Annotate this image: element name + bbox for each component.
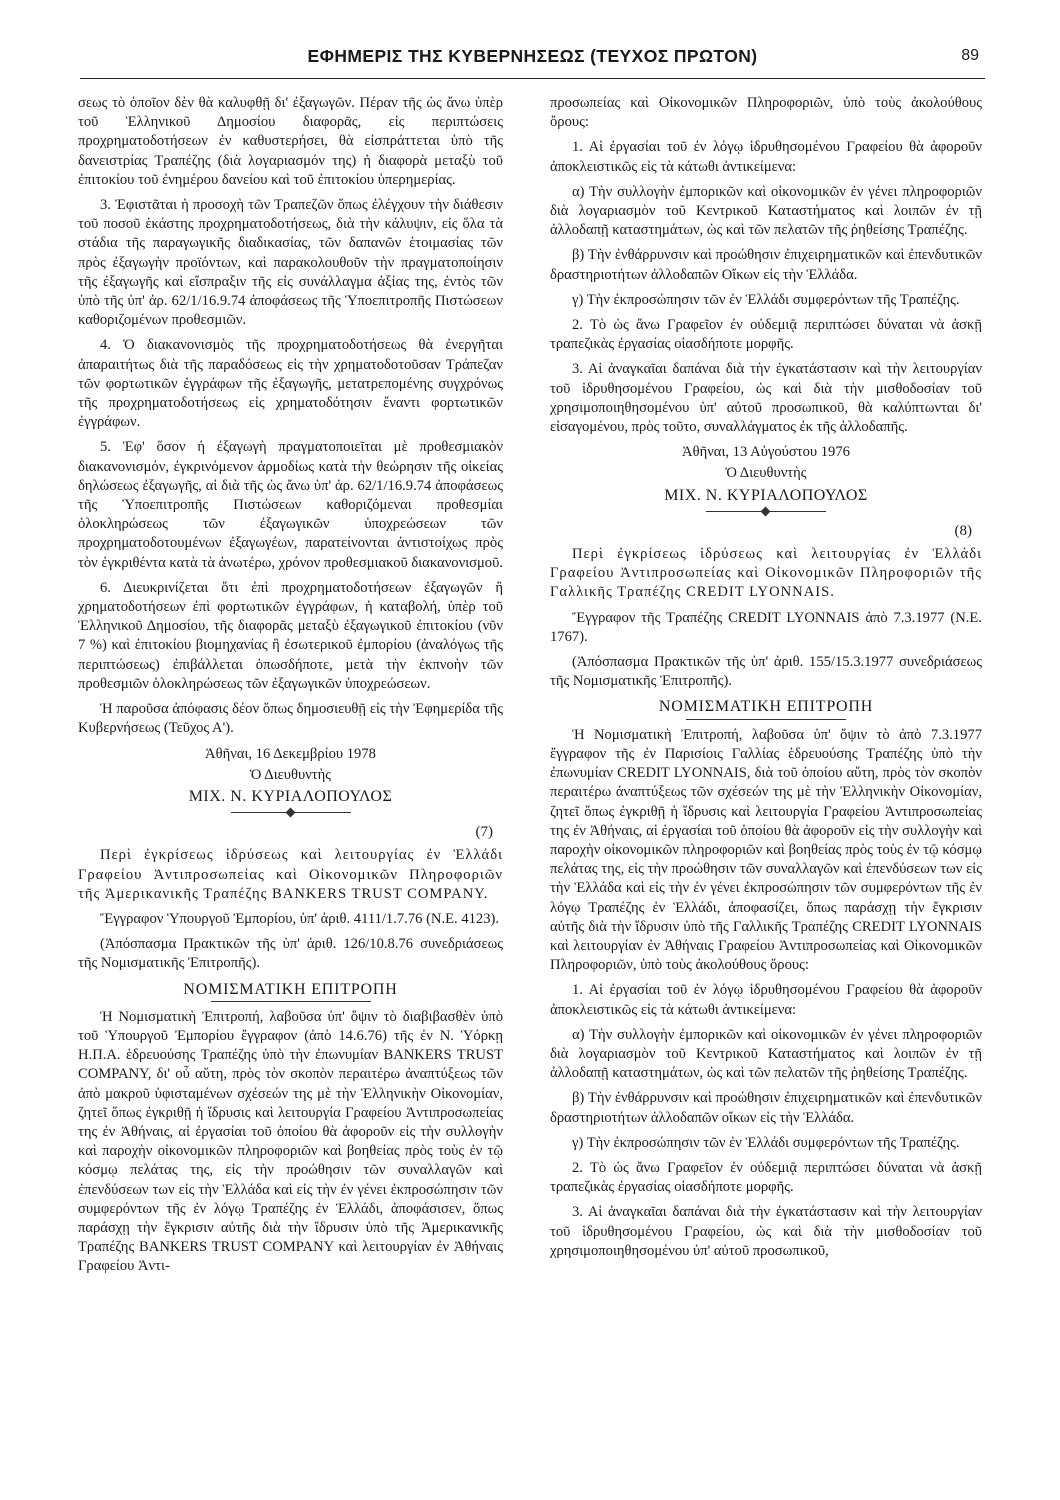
- signature-date: Ἀθῆναι, 16 Δεκεμβρίου 1978: [205, 745, 376, 762]
- decision-body: Ἡ Νομισματικὴ Ἐπιτροπή, λαβοῦσα ὑπ' ὄψιν τὸ ἀπὸ 7.3.1977 ἔγγραφον τῆς ἐν Παρισίοις Γαλλίας ἑδρευούσης Τραπέζης ὑπὸ τὴν ἐπωνυμίαν CREDIT LYONNAIS, διὰ τοῦ ὁποίου αὕτη, πρὸς τὸν σκοπὸν περαιτέρω ἀναπτύξεως τῶν σχέσεών της μὲ τὴν Ἑλληνικὴν Οἰκονομίαν, ζητεῖ ὅπως ἐγκριθῇ ἡ ἵδρυσις καὶ λειτουργία Γραφείου Ἀντιπροσωπείας της ἐν Ἀθήναις, αἱ ἐργασίαι τοῦ ὁποίου θὰ ἀφοροῦν εἰς τὴν συλλογὴν καὶ παροχὴν οἰκονομικῶν πληροφοριῶν καὶ βοηθείας πρὸς τοὺς ἐν τῷ κόσμῳ πελάτας της, εἰς τὴν προώθησιν τῶν συναλλαγῶν καὶ ἐπενδύσεων των εἰς τὴν Ἑλλάδα καὶ εἰς τὴν ἐν γένει ἐκπροσώπησιν τῶν συμφερόντων τῆς ἐν λόγῳ Τραπέζης ἐν Ἑλλάδι, ἀποφασίζει, ὅπως παράσχῃ τὴν ἔγκρισιν αὐτῆς διὰ τὴν ἵδρυσιν ὑπὸ τῆς Γαλλικῆς Τραπέζης CREDIT LYONNAIS καὶ λειτουργίαν ἐν Ἀθήναις Γραφείου Ἀντιπροσωπείας καὶ Οἰκονομικῶν Πληροφοριῶν, ὑπὸ τοὺς ἀκολούθους ὅρους:: [550, 726, 982, 974]
- paragraph: 2. Τὸ ὡς ἄνω Γραφεῖον ἐν οὐδεμιᾷ περιπτώσει δύναται νὰ ἀσκῇ τραπεζικὰς ἐργασίας οἱασδήποτε μορφῆς.: [550, 317, 982, 353]
- heading-rule: [211, 1001, 371, 1002]
- paragraph: προσωπείας καὶ Οἰκονομικῶν Πληροφοριῶν, ὑπὸ τοὺς ἀκολούθους ὅρους:: [550, 95, 982, 131]
- paragraph: 3. Αἱ ἀναγκαῖαι δαπάναι διὰ τὴν ἐγκατάστασιν καὶ τὴν λειτουργίαν τοῦ ἱδρυθησομένου Γραφείου, ὡς καὶ διὰ τὴν μισθοδοσίαν τοῦ χρησιμοποιηθησομένου ὑπ' αὐτοῦ προσωπικοῦ, θὰ καλύπτωνται δι' εἰσαγομένου, πρὸς τοῦτο, συναλλάγματος ἐκ τῆς ἀλλοδαπῆς.: [550, 361, 982, 436]
- document-reference: Ἔγγραφον Ὑπουργοῦ Ἐμπορίου, ὑπ' ἀριθ. 4111/1.7.76 (Ν.Ε. 4123).: [100, 910, 500, 927]
- decision-body: Ἡ Νομισματικὴ Ἐπιτροπή, λαβοῦσα ὑπ' ὄψιν τὸ διαβιβασθὲν ὑπὸ τοῦ Ὑπουργοῦ Ἐμπορίου ἔγγραφον (ἀπὸ 14.6.76) τῆς ἐν Ν. Ὑόρκῃ Η.Π.Α. ἑδρευούσης Τραπέζης ὑπὸ τὴν ἐπωνυμίαν BANKERS TRUST COMPANY, δι' οὗ αὕτη, πρὸς τὸν σκοπὸν περαιτέρω ἀναπτύξεως τῶν ἀπὸ μακροῦ ὑφισταμένων σχέσεών της μὲ τὴν Ἑλληνικὴν Οἰκονομίαν, ζητεῖ ὅπως ἐγκριθῇ ἡ ἵδρυσις καὶ λειτουργία Γραφείου Ἀντιπροσωπείας της ἐν Ἀθήναις, αἱ ἐργασίαι τοῦ ὁποίου θὰ ἀφοροῦν εἰς τὴν συλλογὴν καὶ παροχὴν οἰκονομικῶν πληροφοριῶν καὶ βοηθείας πρὸς τοὺς ἐν τῷ κόσμῳ πελάτας της, εἰς τὴν προώθησιν τῶν συναλλαγῶν καὶ ἐπενδύσεων των εἰς τὴν Ἑλλάδα καὶ εἰς τὴν ἐν γένει ἐκπροσώπησιν τῶν συμφερόντων τῆς ἐν λόγῳ Τραπέζης ἐν Ἑλλάδι, ἀποφάσισεν, ὅπως παράσχῃ τὴν ἔγκρισιν αὐτῆς διὰ τὴν ἵδρυσιν ὑπὸ τῆς Ἀμερικανικῆς Τραπέζης BANKERS TRUST COMPANY καὶ λειτουργίαν ἐν Ἀθήναις Γραφείου Ἀντι-: [78, 1008, 503, 1275]
- page-header: [80, 38, 985, 79]
- signature-name: ΜΙΧ. Ν. ΚΥΡΙΑΛΟΠΟΥΛΟΣ: [664, 486, 868, 504]
- signature-name: ΜΙΧ. Ν. ΚΥΡΙΑΛΟΠΟΥΛΟΣ: [188, 787, 393, 805]
- gazette-title: ΕΦΗΜΕΡΙΣ ΤΗΣ ΚΥΒΕΡΝΗΣΕΩΣ (ΤΕΥΧΟΣ ΠΡΩΤΟΝ): [307, 46, 758, 66]
- decision-number: (7): [475, 824, 493, 841]
- minutes-excerpt: (Ἀπόσπασμα Πρακτικῶν τῆς ὑπ' ἀριθ. 155/15.3.1977 συνεδριάσεως τῆς Νομισματικῆς Ἐπιτροπῆς).: [550, 654, 982, 690]
- section-separator: [231, 812, 351, 813]
- section-heading: ΝΟΜΙΣΜΑΤΙΚΗ ΕΠΙΤΡΟΠΗ: [658, 698, 874, 716]
- minutes-excerpt: (Ἀπόσπασμα Πρακτικῶν τῆς ὑπ' ἀριθ. 126/10.8.76 συνεδριάσεως τῆς Νομισματικῆς Ἐπιτροπῆς).: [78, 936, 503, 972]
- right-column: [550, 94, 982, 1267]
- list-item: β) Τὴν ἐνθάρρυνσιν καὶ προώθησιν ἐπιχειρηματικῶν καὶ ἐπενδυτικῶν δραστηριοτήτων ἀλλοδαπῶν Οἴκων εἰς τὴν Ἑλλάδα.: [550, 247, 982, 283]
- paragraph: 3. Ἐφιστᾶται ἡ προσοχὴ τῶν Τραπεζῶν ὅπως ἐλέγχουν τὴν διάθεσιν τοῦ ποσοῦ ἑκάστης προχρηματοδοτήσεως, διὰ τὴν κάλυψιν, εἰς ὅλα τὰ στάδια τῆς παραγωγικῆς διαδικασίας, τῶν δαπανῶν ἑτοιμασίας τῶν πρὸς ἐξαγωγὴν προϊόντων, καὶ παρακολουθοῦν τὴν πραγματοποίησιν τῆς ἐξαγωγῆς καὶ εἴσπραξιν τῆς εἰς συνάλλαγμα ἀξίας της, ἐντὸς τῶν ὑπὸ τῆς ὑπ' ἀρ. 62/1/16.9.74 ἀποφάσεως τῆς Ὑποεπιτροπῆς Πιστώσεων καθοριζομένων προθεσμιῶν.: [78, 197, 503, 329]
- signature-role: Ὁ Διευθυντὴς: [249, 766, 332, 783]
- decision-title: Περὶ ἐγκρίσεως ἱδρύσεως καὶ λειτουργίας ἐν Ἑλλάδι Γραφείου Ἀντιπροσωπείας καὶ Οἰκονομικῶν Πληροφοριῶν τῆς Γαλλικῆς Τραπέζης CREDIT LYONNAIS.: [550, 546, 982, 601]
- heading-rule: [686, 719, 846, 720]
- list-item: γ) Τὴν ἐκπροσώπησιν τῶν ἐν Ἑλλάδι συμφερόντων τῆς Τραπέζης.: [572, 291, 960, 308]
- section-heading: ΝΟΜΙΣΜΑΤΙΚΗ ΕΠΙΤΡΟΠΗ: [183, 980, 398, 998]
- paragraph: 6. Διευκρινίζεται ὅτι ἐπὶ προχρηματοδοτήσεων ἐξαγωγῶν ἢ χρηματοδοτήσεων ἐπὶ φορτωτικῶν ἐγγράφων, ἡ καταβολή, ὑπὲρ τοῦ Ἑλληνικοῦ Δημοσίου, τῆς διαφορᾶς μεταξὺ ἐξαγωγικοῦ ἐπιτοκίου (νῦν 7 %) καὶ ἐπιτοκίου βιομηχανίας ἢ ἐσωτερικοῦ ἐμπορίου (ἀναλόγως τῆς περιπτώσεως) ἐπιβάλλεται ὁπωσδήποτε, μετὰ τὴν ἐκπνοὴν τῶν προθεσμιῶν ὁλοκληρώσεως τῶν ἐξαγωγικῶν ὑποχρεώσεων.: [78, 579, 503, 692]
- paragraph: 3. Αἱ ἀναγκαῖαι δαπάναι διὰ τὴν ἐγκατάστασιν καὶ τὴν λειτουργίαν τοῦ ἱδρυθησομένου Γραφείου, ὡς καὶ διὰ τὴν μισθοδοσίαν τοῦ χρησιμοποιηθησομένου ὑπ' αὐτοῦ προσωπικοῦ,: [550, 1204, 982, 1259]
- list-item: β) Τὴν ἐνθάρρυνσιν καὶ προώθησιν ἐπιχειρηματικῶν καὶ ἐπενδυτικῶν δραστηριοτήτων ἀλλοδαπῶν οἴκων εἰς τὴν Ἑλλάδα.: [550, 1090, 982, 1126]
- signature-role: Ὁ Διευθυντὴς: [725, 465, 807, 482]
- paragraph: 5. Ἐφ' ὅσον ἡ ἐξαγωγὴ πραγματοποιεῖται μὲ προθεσμιακὸν διακανονισμόν, ἐγκρινόμενον ἁρμοδίως κατὰ τὴν θεώρησιν τῆς οἰκείας δηλώσεως ἐξαγωγῆς, αἱ διὰ τῆς ὡς ἄνω ὑπ' ἀρ. 62/1/16.9.74 ἀποφάσεως τῆς Ὑποεπιτροπῆς Πιστώσεων καθοριζόμεναι προθεσμίαι ὁλοκληρώσεως τῶν ἐξαγωγικῶν ὑποχρεώσεων τῶν προχρηματοδοτουμένων ἐξαγωγέων, παρατείνονται ἀντιστοίχως πρὸς τὸν ἐγκριθέντα κατὰ τὰ ἀνωτέρω, χρόνον προθεσμιακοῦ διακανονισμοῦ.: [78, 439, 503, 571]
- paragraph: Ἡ παροῦσα ἀπόφασις δέον ὅπως δημοσιευθῇ εἰς τὴν Ἐφημερίδα τῆς Κυβερνήσεως (Τεῦχος Α').: [78, 701, 503, 737]
- signature-date: Ἀθῆναι, 13 Αὐγούστου 1976: [682, 444, 850, 461]
- paragraph: 1. Αἱ ἐργασίαι τοῦ ἐν λόγῳ ἱδρυθησομένου Γραφείου θὰ ἀφοροῦν ἀποκλειστικῶς εἰς τὰ κάτωθι ἀντικείμενα:: [550, 982, 982, 1018]
- paragraph: σεως τὸ ὁποῖον δὲν θὰ καλυφθῇ δι' ἐξαγωγῶν. Πέραν τῆς ὡς ἄνω ὑπὲρ τοῦ Ἑλληνικοῦ Δημοσίου διαφορᾶς, εἰς περιπτώσεις προχρηματοδοτήσεων ἐν καθυστερήσει, θὰ εἰσπράττεται ὑπὸ τῆς δανειστρίας Τραπέζης (διὰ λογαριασμόν της) ἡ διαφορὰ μεταξὺ τοῦ ἐπιτοκίου τοῦ ἐνημέρου δανείου καὶ τοῦ ἐπιτοκίου ὑπερημερίας.: [78, 95, 503, 188]
- list-item: γ) Τὴν ἐκπροσώπησιν τῶν ἐν Ἑλλάδι συμφερόντων τῆς Τραπέζης.: [572, 1134, 960, 1151]
- paragraph: 2. Τὸ ὡς ἄνω Γραφεῖον ἐν οὐδεμιᾷ περιπτώσει δύναται νὰ ἀσκῇ τραπεζικὰς ἐργασίας οἱασδήποτε μορφῆς.: [550, 1159, 982, 1196]
- list-item: α) Τὴν συλλογὴν ἐμπορικῶν καὶ οἰκονομικῶν ἐν γένει πληροφοριῶν διὰ λογαριασμὸν τοῦ Κεντρικοῦ Καταστήματος καὶ λοιπῶν ἐν τῇ ἀλλοδαπῇ καταστημάτων, ὡς καὶ τῶν πελατῶν τῆς ῥηθείσης Τραπέζης.: [550, 183, 982, 239]
- left-column: [78, 94, 503, 1283]
- decision-number: (8): [954, 522, 972, 539]
- section-separator: [706, 511, 826, 512]
- page-number: 89: [961, 47, 979, 64]
- paragraph: 4. Ὁ διακανονισμὸς τῆς προχρηματοδοτήσεως θὰ ἐνεργῆται ἀπαραιτήτως διὰ τῆς παραδόσεως εἰς τὴν χρηματοδοτοῦσαν Τράπεζαν τῶν φορτωτικῶν ἐγγράφων τῆς ἐξαγωγῆς, μετατρεπομένης συγχρόνως τῆς προχρηματοδοτήσεως εἰς χρηματοδότησιν ἔναντι φορτωτικῶν ἐγγράφων.: [78, 337, 503, 431]
- document-reference: Ἔγγραφον τῆς Τραπέζης CREDIT LYONNAIS ἀπὸ 7.3.1977 (Ν.Ε. 1767).: [550, 609, 982, 645]
- decision-title: Περὶ ἐγκρίσεως ἱδρύσεως καὶ λειτουργίας ἐν Ἑλλάδι Γραφείου Ἀντιπροσωπείας καὶ Οἰκονομικῶν Πληροφοριῶν τῆς Ἀμερικανικῆς Τραπέζης BANKERS TRUST COMPANY.: [78, 847, 503, 902]
- paragraph: 1. Αἱ ἐργασίαι τοῦ ἐν λόγῳ ἱδρυθησομένου Γραφείου θὰ ἀφοροῦν ἀποκλειστικῶς εἰς τὰ κάτωθι ἀντικείμενα:: [550, 139, 982, 175]
- list-item: α) Τὴν συλλογὴν ἐμπορικῶν καὶ οἰκονομικῶν ἐν γένει πληροφοριῶν διὰ λογαριασμὸν τοῦ Κεντρικοῦ Καταστήματος καὶ λοιπῶν ἐν τῇ ἀλλοδαπῇ καταστημάτων, ὡς καὶ τῶν πελατῶν τῆς ῥηθείσης Τραπέζης.: [550, 1026, 982, 1082]
